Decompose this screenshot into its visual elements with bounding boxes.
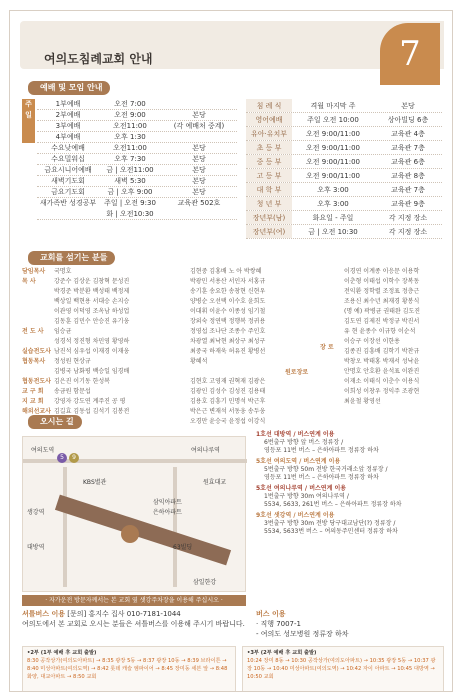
worship-name: 1부예배 xyxy=(55,100,81,108)
staff-line: 박경준 박분환 백성태 백정제 xyxy=(54,288,130,295)
staff-role-right: 장 로 xyxy=(320,344,334,351)
worship-row xyxy=(37,110,237,121)
worship-row xyxy=(246,99,442,113)
worship-row xyxy=(246,127,442,141)
shuttle-schedule-2 xyxy=(22,646,236,692)
staff-line: 조용신 최수년 최재경 황봉식 xyxy=(344,298,420,305)
direction-title: 1호선 대방역 / 버스연계 이용 xyxy=(256,431,335,438)
direction-title: 5호선 여의나루역 / 버스연계 이용 xyxy=(256,485,347,492)
shuttle-info xyxy=(22,609,252,629)
staff-names-mid xyxy=(190,267,300,367)
direction-title: 5호선 여의도역 / 버스연계 이용 xyxy=(256,458,341,465)
shuttle-schedule-title: •3부 (2부 예배 후 교회 출발) xyxy=(247,650,317,656)
staff-line: 최윤철 황영선 xyxy=(344,398,381,405)
staff-line: 성경석 정진형 차민영 황영하 xyxy=(54,338,130,345)
page-number: 7 xyxy=(380,23,440,85)
staff-line: 남진석 심우섭 이재경 이재웅 xyxy=(54,348,130,355)
staff-line: 김도연 김제진 박정규 박진서 xyxy=(344,318,420,325)
worship-time-line: 금 | 오전11:00 xyxy=(106,166,154,174)
direction-line: 5번출구 방향 50m 전방 한국거래소앞 정류장 / xyxy=(264,466,388,473)
staff-line: 양병순 오선택 이수호 윤희도 xyxy=(190,298,266,305)
staff-names-left xyxy=(54,267,129,417)
direction-line: 3번출구 방향 30m 전방 당구대교남단(?) 정류장 / xyxy=(264,520,396,527)
worship-name: 수요밀워십 xyxy=(51,155,85,163)
worship-time: 격월 마지막 주 xyxy=(310,102,356,110)
worship-name: 침 례 식 xyxy=(246,99,292,112)
parking-notice: · 자가운전 방문자께서는 본 교회 옆 샛강주차장을 이용해 주십시오 · xyxy=(22,595,246,606)
staff-line: 해외선교사 xyxy=(22,408,51,415)
staff-line xyxy=(22,287,51,297)
worship-name: 3부예배 xyxy=(55,122,81,130)
worship-place: 각 지정 장소 xyxy=(388,214,428,222)
shuttle-schedule-title: •2부 (1부 예배 후 교회 출발) xyxy=(27,650,97,656)
worship-name: 청 년 부 xyxy=(246,197,292,210)
staff-line xyxy=(22,297,51,307)
shuttle-schedule-text: 10:24 장미 8동 → 10:30 공작상가(여의도아파트) → 10:35 광장 5동 → 10:37 광장 10동 → 10:40 미성아파트(여의도역) → 10:42 자이 아파트 → 10:45 대방역 → 10:50 교회 xyxy=(247,658,436,680)
section-directions: 오시는 길 xyxy=(34,415,82,429)
worship-place: 상아빌딩 6층 xyxy=(387,116,429,124)
map-label: 생강역 xyxy=(27,509,45,516)
section-worship: 예배 및 모임 안내 xyxy=(34,81,110,95)
direction-line: 6번출구 방향 앞 버스 정류장 / xyxy=(264,439,344,446)
worship-place: 본당 xyxy=(192,166,206,174)
worship-name: 초 등 부 xyxy=(246,141,292,154)
staff-names-mid2 xyxy=(190,377,265,427)
map-label: 은하아파트 xyxy=(153,509,182,516)
worship-time: 금 | 오전 10:30 xyxy=(308,228,358,236)
worship-place: 교육관 9층 xyxy=(391,200,425,208)
worship-place xyxy=(161,99,237,109)
worship-time: 오전11:00 xyxy=(113,122,147,130)
staff-line: 이희성 이창우 정익주 조광현 xyxy=(344,388,420,395)
shuttle-desc: 여의도에서 본 교회로 오시는 분들은 셔틀버스를 이용해 주시기 바랍니다. xyxy=(22,620,245,628)
staff-line: 교 구 회 xyxy=(22,388,44,395)
worship-name: 유아·유치부 xyxy=(246,127,292,140)
staff-line: 박은근 변재석 서동웅 송두웅 xyxy=(190,408,266,415)
staff-line: 최중국 하재욱 허유진 황병선 xyxy=(190,348,266,355)
staff-line: 백상일 백현용 서대승 손지승 xyxy=(54,298,130,305)
worship-place: 본당 xyxy=(192,111,206,119)
bus-line: - 여의도 성모병원 정류장 하차 xyxy=(256,630,349,638)
staff-line: 담임목사 xyxy=(22,268,46,275)
staff-line: 송금원 함문섭 xyxy=(54,388,91,395)
directions-list xyxy=(256,431,444,539)
worship-name: 새가족반 성경공부 xyxy=(39,199,97,207)
staff-line: 정영섭 조나단 조종수 주인호 xyxy=(190,328,266,335)
direction-block xyxy=(256,431,444,455)
worship-time: 오전 9:00/11:00 xyxy=(306,172,360,180)
worship-name: 영어예배 xyxy=(246,113,292,126)
staff-line: 박광민 서용산 서인자 서홍규 xyxy=(190,278,266,285)
worship-time xyxy=(99,187,161,197)
worship-time: 오후 1:30 xyxy=(114,133,146,141)
map-main-road xyxy=(55,495,231,566)
worship-time: 오전 7:00 xyxy=(114,100,146,108)
worship-table-right xyxy=(246,99,442,239)
worship-place: 교육관 502호 xyxy=(177,199,221,207)
worship-table-left xyxy=(37,99,237,220)
bus-title: 버스 이용 xyxy=(256,610,286,618)
map-label: KBS별관 xyxy=(83,479,107,486)
staff-line: 박창오 박태홍 박재서 성낙윤 xyxy=(344,358,420,365)
staff-line: 김길효 김동섭 김석기 김봉전 xyxy=(54,408,130,415)
staff-names-right xyxy=(344,267,420,407)
shuttle-schedule-text: 8:30 공작상가(여의도아파트) → 8:35 광장 5동 → 8:37 광장 10동 → 8:39 브라이튼 → 8:40 미성아파트(여의도역) → 8:42 롯데 캐슬 엠파이어 → 8:45 장미동 세븐 앞 → 8:48 화양, 대교아파트 → 8:50 교회 xyxy=(27,658,228,680)
staff-line: 협동전도사 xyxy=(22,378,51,385)
staff-line: 김은진 이기동 한성복 xyxy=(54,378,110,385)
worship-place: 각 지정 장소 xyxy=(388,228,428,236)
staff-line: 김용호 김흥기 민명석 박근후 xyxy=(190,398,266,405)
staff-line: 강영자 강도연 계주진 공 평 xyxy=(54,398,126,405)
staff-line: 이재소 이태식 이춘수 이용식 xyxy=(344,378,420,385)
worship-time-line: 오전11:00 xyxy=(113,144,147,152)
worship-place: 본당 xyxy=(192,155,206,163)
worship-time-line: 주일 | 오전 9:30 xyxy=(104,199,156,207)
worship-name: 새벽기도회 xyxy=(51,177,85,185)
staff-line xyxy=(22,367,51,377)
worship-place: 교육관 7층 xyxy=(391,144,425,152)
staff-line: 유 현 윤종수 이규항 이순석 xyxy=(344,328,416,335)
worship-place: (각 예배처 중계) xyxy=(173,122,225,130)
staff-line: 실습전도사 xyxy=(22,348,51,355)
worship-row xyxy=(37,165,237,176)
map-label: 63빌딩 xyxy=(173,544,193,551)
worship-time xyxy=(99,165,161,175)
worship-place: 본당 xyxy=(192,188,206,196)
worship-time: 오후 3:00 xyxy=(317,186,349,194)
direction-line: 영등포 11번 버스 – 은하아파트 정류장 하차 xyxy=(264,474,379,481)
staff-line: 이관영 이덕영 조옥남 하성업 xyxy=(54,308,130,315)
direction-line: 5534, 5633번 버스 – 여의동주민센터 정류장 하차 xyxy=(264,528,398,535)
map-road xyxy=(63,467,67,587)
worship-place: 본당 xyxy=(192,144,206,152)
map-label: 대방역 xyxy=(27,544,45,551)
direction-line: 1번출구 방향 30m 여의나루역 / xyxy=(264,493,349,500)
map-road xyxy=(173,467,177,587)
bus-line: · 직행 7007-1 xyxy=(256,620,301,628)
worship-time-line: 화 | 오전10:30 xyxy=(106,210,154,218)
staff-line: 김현중 김홍배 노 아 박쌍혜 xyxy=(190,268,262,275)
worship-row xyxy=(37,121,237,132)
staff-line: 협동목사 xyxy=(22,358,46,365)
staff-line: (명 예) 곽병균 권태완 김도진 xyxy=(344,308,421,315)
worship-row xyxy=(37,143,237,154)
worship-row xyxy=(37,176,237,187)
staff-line: 오경만 윤승국 윤정섭 이강식 xyxy=(190,418,266,425)
staff-line xyxy=(22,307,51,317)
worship-row xyxy=(37,132,237,143)
staff-line: 김현호 고영재 권혁재 김광은 xyxy=(190,378,266,385)
staff-line: 강준수 김상운 김창혁 문성진 xyxy=(54,278,130,285)
worship-time: 화요일 - 주일 xyxy=(312,214,354,222)
worship-time: 오전 9:00/11:00 xyxy=(306,144,360,152)
worship-name: 중 등 부 xyxy=(246,155,292,168)
map-label: 삼일한강 xyxy=(193,579,217,586)
worship-time xyxy=(99,176,161,186)
staff-line: 장외숙 정연택 정행복 정귀용 xyxy=(190,318,266,325)
worship-place: 교육관 4층 xyxy=(391,130,425,138)
direction-title: 9호선 샛강역 / 버스연계 이용 xyxy=(256,512,335,519)
worship-name: 4부예배 xyxy=(55,133,81,141)
map-label: 여의나루역 xyxy=(191,447,220,454)
direction-line: 영등포 11번 버스 – 은하아파트 정류장 하차 xyxy=(264,447,379,454)
worship-time: 오전 9:00/11:00 xyxy=(306,158,360,166)
staff-line: 김병국 남화평 백승일 임경배 xyxy=(54,368,130,375)
bus-info xyxy=(256,609,444,639)
worship-row xyxy=(246,183,442,197)
worship-time: 오후 3:00 xyxy=(317,200,349,208)
shuttle-schedule-3 xyxy=(242,646,444,692)
worship-row xyxy=(246,197,442,211)
staff-line xyxy=(22,337,51,347)
main-worship-tag: 주 일 xyxy=(22,99,35,143)
worship-name: 2부예배 xyxy=(55,111,81,119)
direction-block xyxy=(256,512,444,536)
subway-line-icon: 5 xyxy=(57,453,67,463)
staff-line: 이승구 이장선 이한용 xyxy=(344,338,400,345)
worship-name: 장년부(남) xyxy=(246,211,292,224)
staff-line: 정성원 현상규 xyxy=(54,358,91,365)
staff-line: 이춘형 이태섭 이학수 장복동 xyxy=(344,278,420,285)
worship-place: 교육관 6층 xyxy=(391,158,425,166)
worship-time: 오전 9:00 xyxy=(114,111,146,119)
staff-line: 안명호 안호환 윤석표 이완진 xyxy=(344,368,420,375)
worship-time-line: 오후 7:30 xyxy=(114,155,146,163)
worship-time: 오전 9:00/11:00 xyxy=(306,130,360,138)
worship-place xyxy=(161,132,237,142)
worship-name: 장년부(여) xyxy=(246,225,292,238)
worship-time-line: 금 | 오후 9:00 xyxy=(107,188,153,196)
worship-place: 본당 xyxy=(192,177,206,185)
staff-role-mid: 원로장로 xyxy=(285,369,309,376)
church-marker-icon xyxy=(121,525,139,543)
worship-place: 교육관 8층 xyxy=(391,172,425,180)
worship-row xyxy=(246,141,442,155)
worship-name: 고 등 부 xyxy=(246,169,292,182)
page xyxy=(9,10,453,692)
staff-line: 국명호 xyxy=(54,268,72,275)
map-label: 여의도역 xyxy=(31,447,55,454)
staff-line: 김광인 김성수 김성진 김용태 xyxy=(190,388,266,395)
section-staff: 교회를 섬기는 분들 xyxy=(34,251,115,265)
staff-line: 지 교 회 xyxy=(22,398,44,405)
worship-name: 수요낮예배 xyxy=(51,144,85,152)
worship-row xyxy=(246,155,442,169)
map-label: 원효대교 xyxy=(203,479,227,486)
direction-block xyxy=(256,458,444,482)
worship-row xyxy=(37,99,237,110)
direction-block xyxy=(256,485,444,509)
location-map xyxy=(22,436,246,592)
staff-line: 김종진 김흥배 김학기 박찬규 xyxy=(344,348,420,355)
staff-roles-left xyxy=(22,267,51,417)
worship-time xyxy=(99,198,161,219)
worship-row xyxy=(246,169,442,183)
worship-row xyxy=(37,198,237,220)
staff-line: 이대휘 이윤수 이종성 임기철 xyxy=(190,308,266,315)
worship-time xyxy=(99,143,161,153)
worship-row xyxy=(246,211,442,225)
staff-line: 목 사 xyxy=(22,278,36,285)
worship-time: 주일 오전 10:00 xyxy=(307,116,359,124)
direction-line: 5534, 5633, 261번 버스 – 은하아파트 정류장 하차 xyxy=(264,501,402,508)
worship-row xyxy=(246,225,442,239)
map-label: 삼익아파트 xyxy=(153,499,182,506)
staff-line xyxy=(22,317,51,327)
worship-row xyxy=(37,187,237,198)
worship-place: 교육관 7층 xyxy=(391,186,425,194)
staff-line: 김동훈 김민수 안승진 유기웅 xyxy=(54,318,130,325)
worship-time xyxy=(99,154,161,164)
staff-line: 임승균 xyxy=(54,328,72,335)
worship-time-line: 새벽 5:30 xyxy=(114,177,146,185)
staff-line: 이경연 이계종 이응문 이용학 xyxy=(344,268,420,275)
worship-name: 대 학 부 xyxy=(246,183,292,196)
subway-line-icon: 9 xyxy=(69,453,79,463)
worship-row xyxy=(37,154,237,165)
worship-name: 금요기도회 xyxy=(51,188,85,196)
shuttle-title: 셔틀버스 이용 xyxy=(22,610,66,618)
worship-place: 본당 xyxy=(401,102,415,110)
staff-line: 차광열 최낙현 최상구 최성구 xyxy=(190,338,266,345)
worship-name: 금요시니어예배 xyxy=(44,166,92,174)
staff-line: 황혜석 xyxy=(190,358,208,365)
page-title: 여의도침례교회 안내 xyxy=(44,52,153,66)
staff-line: 송기훈 송요한 송창현 신현우 xyxy=(190,288,266,295)
shuttle-contact: [문의] 홍지수 집사 010-7181-1044 xyxy=(67,610,181,618)
staff-line: 전익환 정학렬 조정표 정층근 xyxy=(344,288,420,295)
worship-row xyxy=(246,113,442,127)
staff-line: 전 도 사 xyxy=(22,328,44,335)
